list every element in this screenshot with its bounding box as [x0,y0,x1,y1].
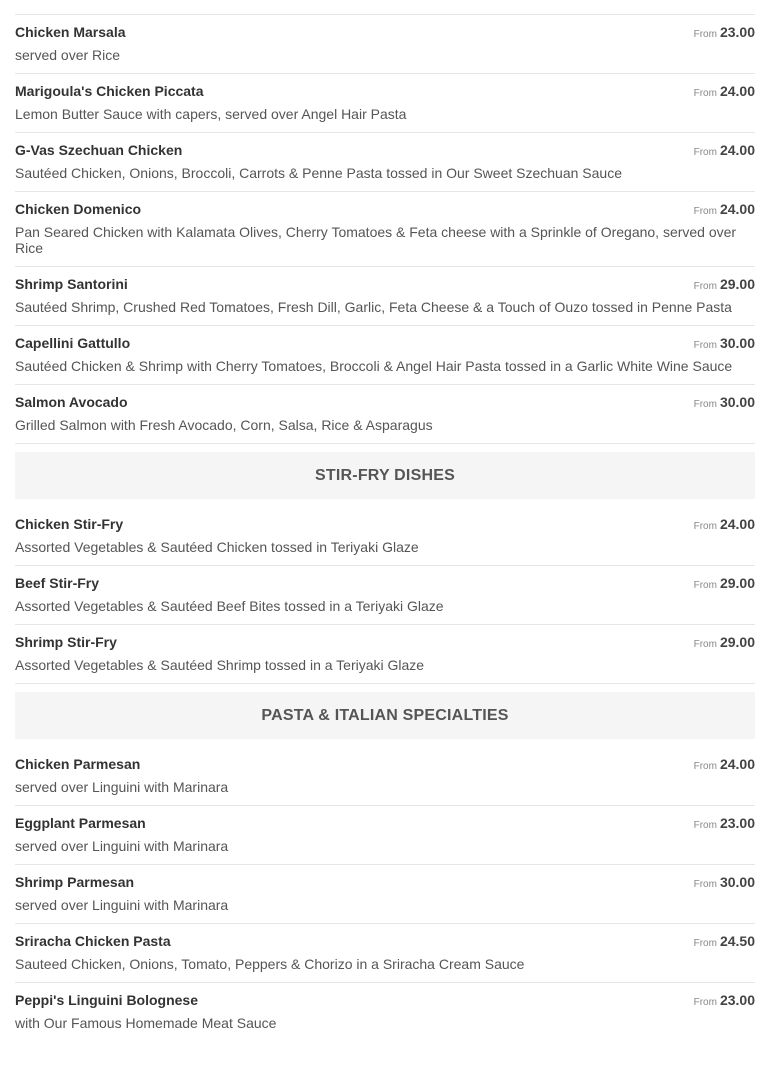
price-from-label: From [693,399,717,410]
menu-item-description: Sauteed Chicken, Onions, Tomato, Peppers & Chorizo in a Sriracha Cream Sauce [15,956,525,972]
menu-item-header [15,82,755,101]
price-from-label: From [693,340,717,351]
price-from-label: From [693,88,717,99]
menu-item[interactable] [15,192,755,267]
section-header: STIR-FRY DISHES [15,452,755,499]
price-from-label: From [693,521,717,532]
menu-item[interactable] [15,385,755,444]
menu-item[interactable] [15,74,755,133]
menu-item-name: Eggplant Parmesan [15,815,146,831]
price-from-label: From [693,997,717,1008]
menu-item-description: served over Linguini with Marinara [15,779,229,795]
price-from-label: From [693,879,717,890]
menu-item-name: Shrimp Stir-Fry [15,634,117,650]
menu-item-header [15,932,755,951]
menu-item-name: Salmon Avocado [15,394,128,410]
menu-item-price: 24.00 [719,142,755,158]
menu-item-description: Sautéed Chicken, Onions, Broccoli, Carrots & Penne Pasta tossed in Our Sweet Szechuan Sauce [15,165,622,181]
menu-item-description: Assorted Vegetables & Sautéed Chicken tossed in Teriyaki Glaze [15,539,419,555]
menu-item-description: Sautéed Chicken & Shrimp with Cherry Tomatoes, Broccoli & Angel Hair Pasta tossed in a Garlic White Wine Sauce [15,358,733,374]
menu-item-price-group [694,83,755,101]
menu-item-name: Chicken Domenico [15,201,142,217]
menu-item-price-group [694,276,755,294]
menu-item-price-group [694,756,755,774]
menu-item-description: served over Linguini with Marinara [15,897,229,913]
menu-item-price: 29.00 [719,575,755,591]
menu-item-price: 23.00 [719,24,755,40]
menu-item-header [15,633,755,652]
menu-item-header [15,574,755,593]
menu-item[interactable] [15,507,755,566]
menu-item-name: Chicken Marsala [15,24,126,40]
menu-item-header [15,873,755,892]
price-from-label: From [693,938,717,949]
menu-item-price-group [694,575,755,593]
menu-item[interactable] [15,326,755,385]
menu-item-header [15,200,755,219]
menu-item-description: Pan Seared Chicken with Kalamata Olives, Cherry Tomatoes & Feta cheese with a Sprinkle of Oregano, served over Rice [15,224,737,256]
menu-item-price-group [694,335,755,353]
menu-item-name: Capellini Gattullo [15,335,131,351]
menu-item-name: Beef Stir-Fry [15,575,100,591]
price-from-label: From [693,281,717,292]
partial-item-top [15,0,755,15]
price-from-label: From [693,820,717,831]
menu-item[interactable] [15,133,755,192]
menu-item-price: 23.00 [719,992,755,1008]
menu-item-name: Chicken Parmesan [15,756,141,772]
menu-item-price-group [694,201,755,219]
menu-item-header [15,991,755,1010]
menu-item-description: Grilled Salmon with Fresh Avocado, Corn, Salsa, Rice & Asparagus [15,417,433,433]
menu-item-price: 24.00 [719,83,755,99]
menu-item-name: Peppi's Linguini Bolognese [15,992,199,1008]
menu-item[interactable] [15,15,755,74]
menu-item[interactable] [15,566,755,625]
menu-item-price: 30.00 [719,874,755,890]
menu-item-description: Assorted Vegetables & Sautéed Beef Bites tossed in a Teriyaki Glaze [15,598,444,614]
menu-item-price-group [694,933,755,951]
menu-item[interactable] [15,625,755,684]
menu-item-price: 24.00 [719,516,755,532]
menu-item-price-group [694,992,755,1010]
menu-item-header [15,515,755,534]
menu-item-name: Shrimp Parmesan [15,874,135,890]
menu-sections [15,15,755,1041]
menu-item-header [15,334,755,353]
menu-item[interactable] [15,747,755,806]
price-from-label: From [693,639,717,650]
menu-item-price: 29.00 [719,276,755,292]
menu-item-description: with Our Famous Homemade Meat Sauce [15,1015,277,1031]
price-from-label: From [693,580,717,591]
menu-item-name: G-Vas Szechuan Chicken [15,142,183,158]
menu-item-description: Assorted Vegetables & Sautéed Shrimp tossed in a Teriyaki Glaze [15,657,425,673]
menu-item-price: 30.00 [719,394,755,410]
menu-item[interactable] [15,983,755,1041]
menu-item-name: Sriracha Chicken Pasta [15,933,171,949]
menu-item-header [15,141,755,160]
menu-item-price-group [694,874,755,892]
menu-item-price-group [694,815,755,833]
menu-item-name: Chicken Stir-Fry [15,516,124,532]
menu-item-price: 30.00 [719,335,755,351]
menu-item-header [15,275,755,294]
section-header: PASTA & ITALIAN SPECIALTIES [15,692,755,739]
menu-item-description: served over Rice [15,47,121,63]
menu-item-price: 24.00 [719,756,755,772]
menu-item[interactable] [15,806,755,865]
menu-item-price: 24.50 [719,933,755,949]
menu-item[interactable] [15,865,755,924]
menu-item-price-group [694,516,755,534]
menu-item-name: Shrimp Santorini [15,276,128,292]
menu-item-price: 24.00 [719,201,755,217]
price-from-label: From [693,206,717,217]
price-from-label: From [693,147,717,158]
menu-item-price: 29.00 [719,634,755,650]
menu-item-price: 23.00 [719,815,755,831]
menu-item-description: Sautéed Shrimp, Crushed Red Tomatoes, Fresh Dill, Garlic, Feta Cheese & a Touch of Ouzo tossed in Penne Pasta [15,299,732,315]
menu-item-price-group [694,142,755,160]
menu-item-header [15,393,755,412]
price-from-label: From [693,29,717,40]
menu-item-header [15,755,755,774]
menu-item[interactable] [15,267,755,326]
price-from-label: From [693,761,717,772]
menu-list [15,0,755,1041]
menu-item-header [15,814,755,833]
menu-item-name: Marigoula's Chicken Piccata [15,83,204,99]
menu-item[interactable] [15,924,755,983]
menu-item-description: served over Linguini with Marinara [15,838,229,854]
menu-item-description: Lemon Butter Sauce with capers, served over Angel Hair Pasta [15,106,407,122]
menu-item-price-group [694,394,755,412]
menu-item-header [15,23,755,42]
menu-item-price-group [694,634,755,652]
menu-item-price-group [694,24,755,42]
